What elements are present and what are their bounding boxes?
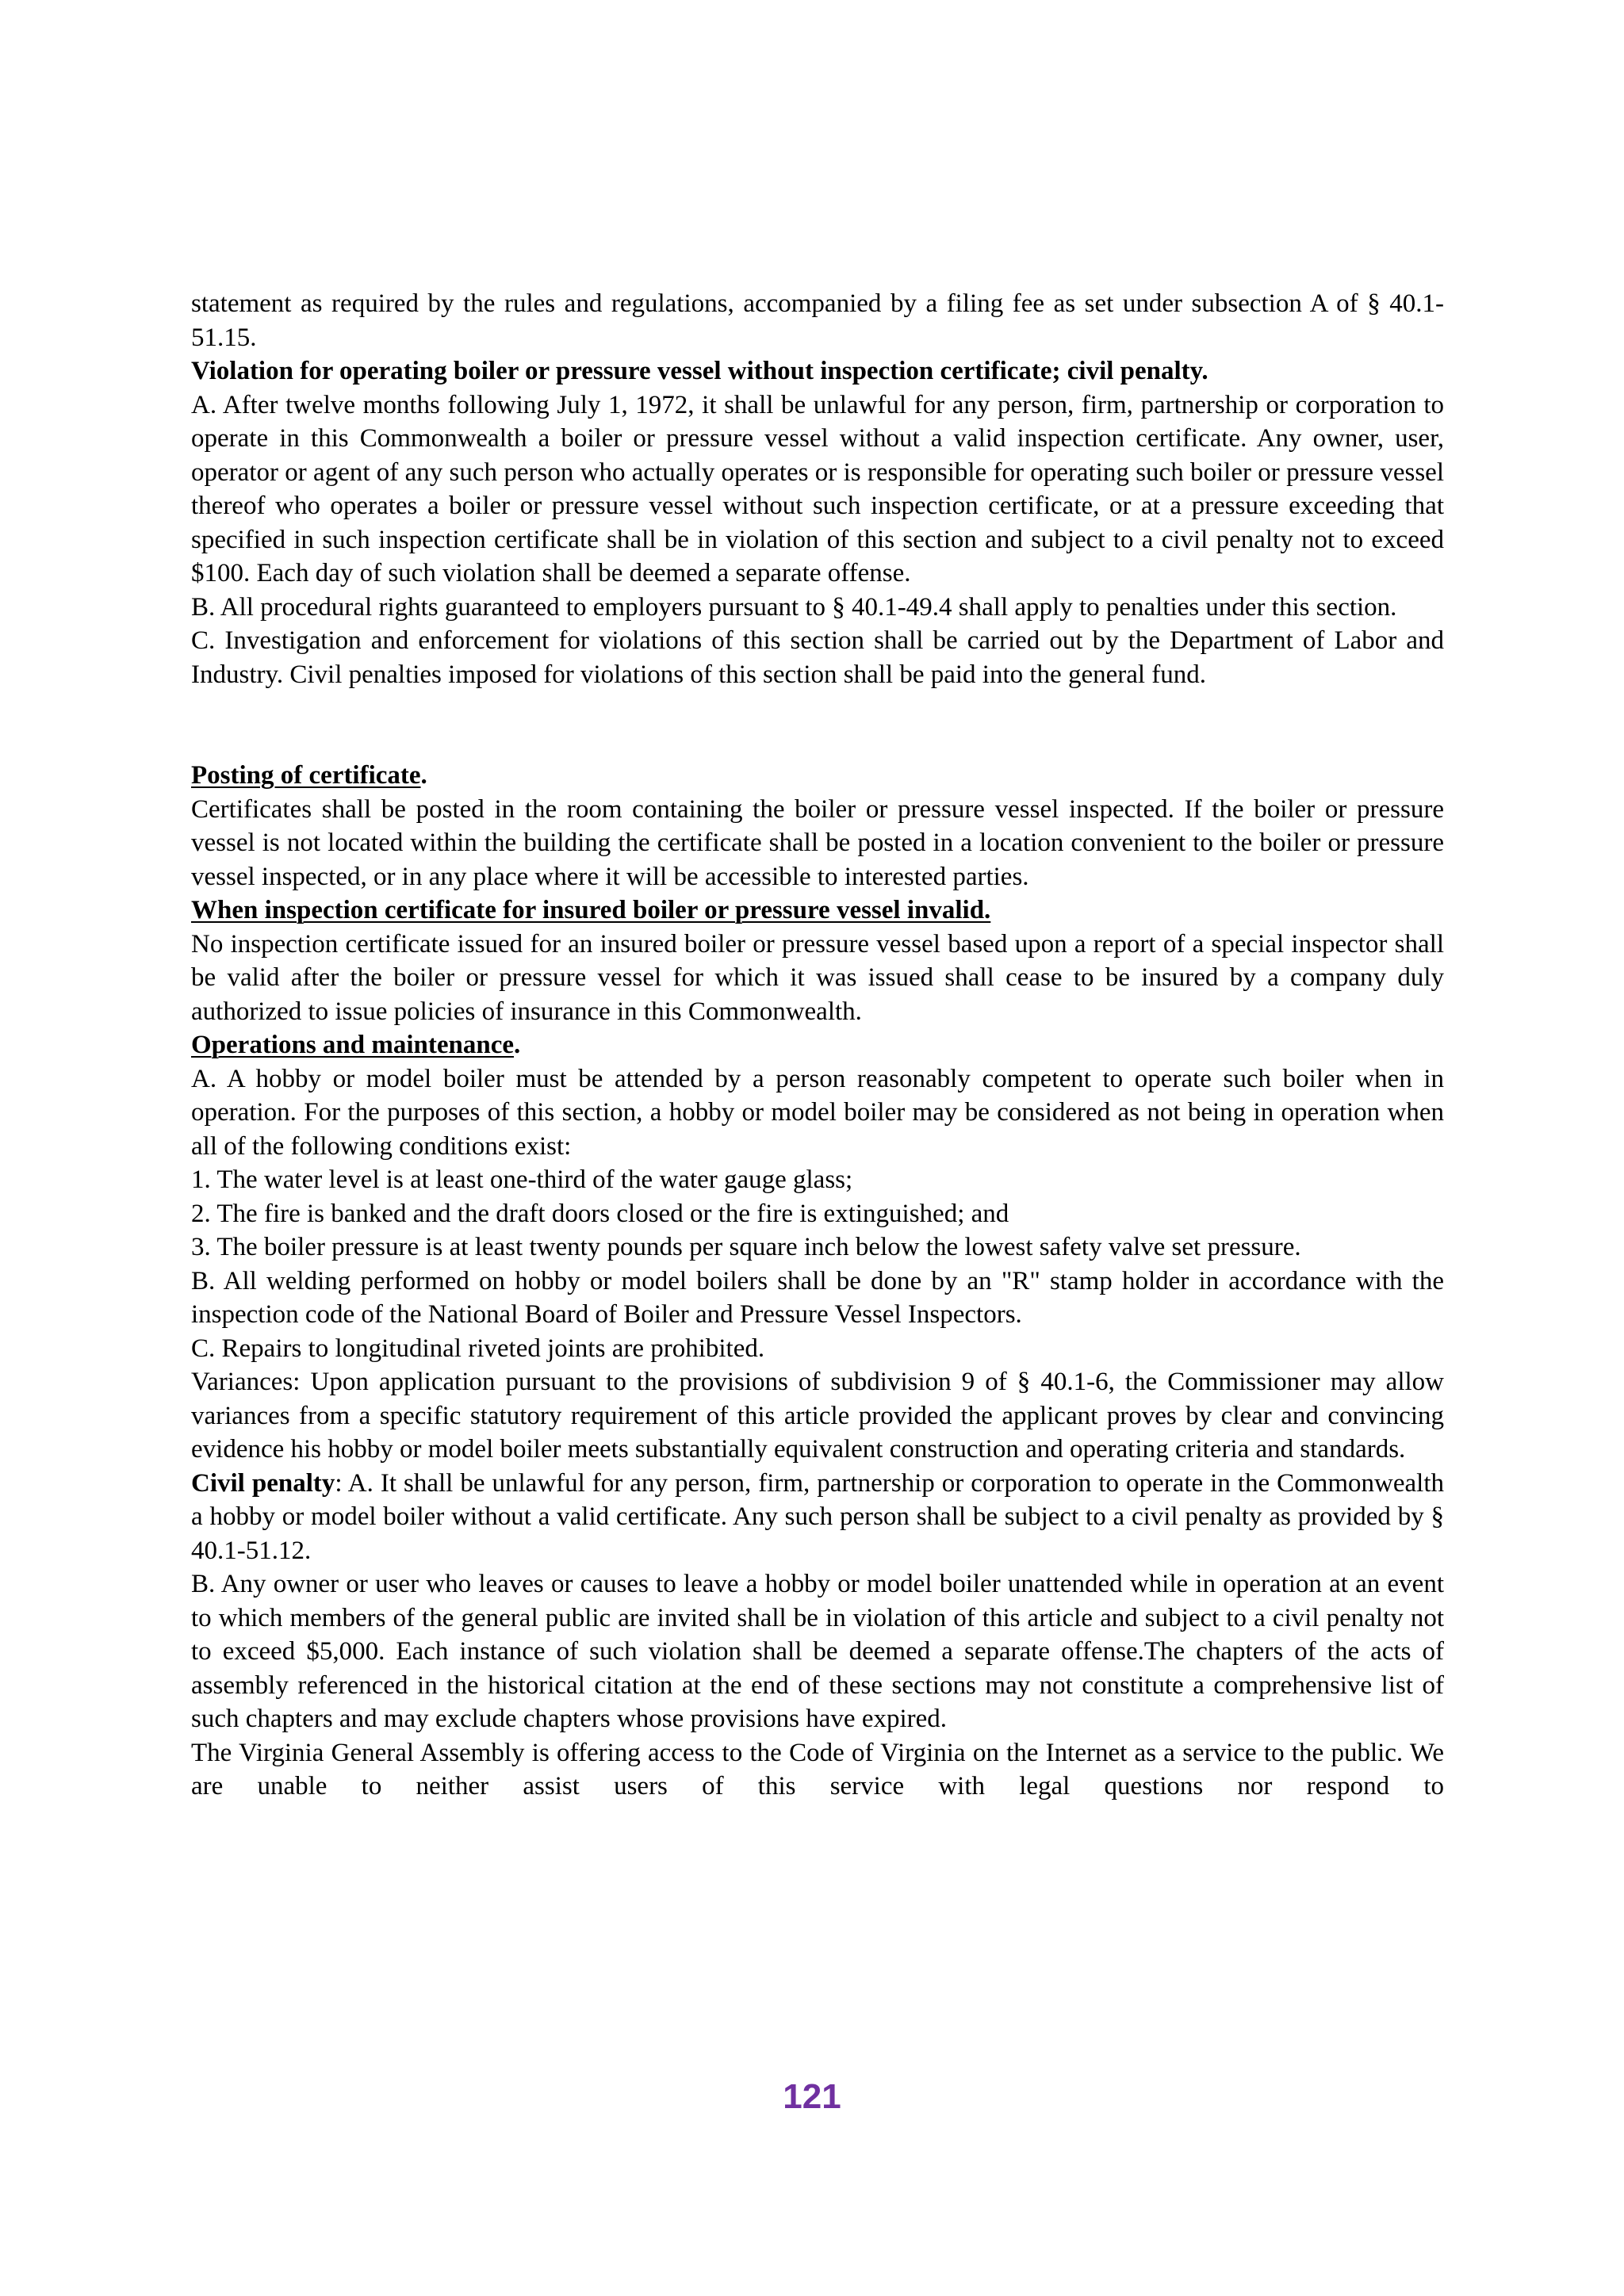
paragraph: C. Repairs to longitudinal riveted joints are prohibited. <box>191 1334 765 1363</box>
paragraph: B. Any owner or user who leaves or causes to leave a hobby or model boiler unattended while in operation at an event to which members of the general public are invited shall be in violation of this article and subject to a civil penalty not to exceed $5,000. Each instance of such violation shall be deemed a separate offense.The chapters of the acts of assembly referenced in the historical citation at the end of these sections may not constitute a comprehensive list of such chapters and may exclude chapters whose provisions have expired. <box>191 1570 1444 1733</box>
paragraph <box>191 1467 1444 1568</box>
paragraph: Certificates shall be posted in the room containing the boiler or pressure vessel inspected. If the boiler or pressure vessel is not located within the building the certificate shall be posted in a location convenient to the boiler or pressure vessel inspected, or in any place where it will be accessible to interested parties. <box>191 794 1444 891</box>
paragraph: 1. The water level is at least one-third of the water gauge glass; <box>191 1165 853 1194</box>
section-heading <box>191 1028 1444 1062</box>
document-body <box>191 287 1444 1804</box>
section-heading-text: Operations and maintenance <box>191 1031 515 1059</box>
paragraph: Variances: Upon application pursuant to the provisions of subdivision 9 of § 40.1-6, the Commissioner may allow variances from a specific statutory requirement of this article provided the applicant proves by clear and convincing evidence his hobby or model boiler meets substantially equivalent construction and operating criteria and standards. <box>191 1368 1444 1464</box>
paragraph: C. Investigation and enforcement for violations of this section shall be carried out by the Department of Labor and Industry. Civil penalties imposed for violations of this section shall be paid into the general fund. <box>191 626 1444 689</box>
paragraph: B. All welding performed on hobby or model boilers shall be done by an "R" stamp holder in accordance with the inspection code of the National Board of Boiler and Pressure Vessel Inspectors. <box>191 1266 1444 1329</box>
section-gap <box>191 691 1444 759</box>
section-heading <box>191 759 1444 793</box>
paragraph: statement as required by the rules and regulations, accompanied by a filing fee as set under subsection A of § 40.1-51.15. <box>191 289 1444 352</box>
paragraph-text: : A. It shall be unlawful for any person, firm, partnership or corporation to operate in the Commonwealth a hobby or model boiler without a valid certificate. Any such person shall be subject to a civil penalty as provided by § 40.1-51.12. <box>191 1468 1444 1565</box>
paragraph-lead: Civil penalty <box>191 1468 335 1498</box>
paragraph: A. After twelve months following July 1, 1972, it shall be unlawful for any person, firm, partnership or corporation to operate in this Commonwealth a boiler or pressure vessel without a valid inspection certificate. Any owner, user, operator or agent of any such person who actually operates or is responsible for operating such boiler or pressure vessel thereof who operates a boiler or pressure vessel without such inspection certificate, or at a pressure exceeding that specified in such inspection certificate shall be in violation of this section and subject to a civil penalty not to exceed $100. Each day of such violation shall be deemed a separate offense. <box>191 390 1444 587</box>
paragraph: No inspection certificate issued for an insured boiler or pressure vessel based upon a report of a special inspector shall be valid after the boiler or pressure vessel for which it was issued shall cease to be insured by a company duly authorized to issue policies of insurance in this Commonwealth. <box>191 929 1444 1026</box>
page-number: 121 <box>783 2077 841 2116</box>
section-heading: Violation for operating boiler or pressure vessel without inspection certificate; civil penalty. <box>191 357 1208 385</box>
section-heading-text: Posting of certificate <box>191 761 421 790</box>
paragraph: 3. The boiler pressure is at least twenty pounds per square inch below the lowest safety valve set pressure. <box>191 1233 1301 1261</box>
section-heading-trail: . <box>420 761 427 790</box>
paragraph: 2. The fire is banked and the draft doors closed or the fire is extinguished; and <box>191 1199 1009 1228</box>
section-heading <box>191 894 1444 928</box>
paragraph: B. All procedural rights guaranteed to employers pursuant to § 40.1-49.4 shall apply to penalties under this section. <box>191 592 1397 622</box>
paragraph: The Virginia General Assembly is offering access to the Code of Virginia on the Internet as a service to the public. We are unable to neither assist users of this service with legal questions nor respond to <box>191 1738 1444 1800</box>
section-heading-trail: . <box>514 1031 521 1059</box>
paragraph: A. A hobby or model boiler must be attended by a person reasonably competent to operate such boiler when in operation. For the purposes of this section, a hobby or model boiler may be considered as not being in operation when all of the following conditions exist: <box>191 1064 1444 1161</box>
section-heading-text: When inspection certificate for insured boiler or pressure vessel invalid. <box>191 896 991 924</box>
